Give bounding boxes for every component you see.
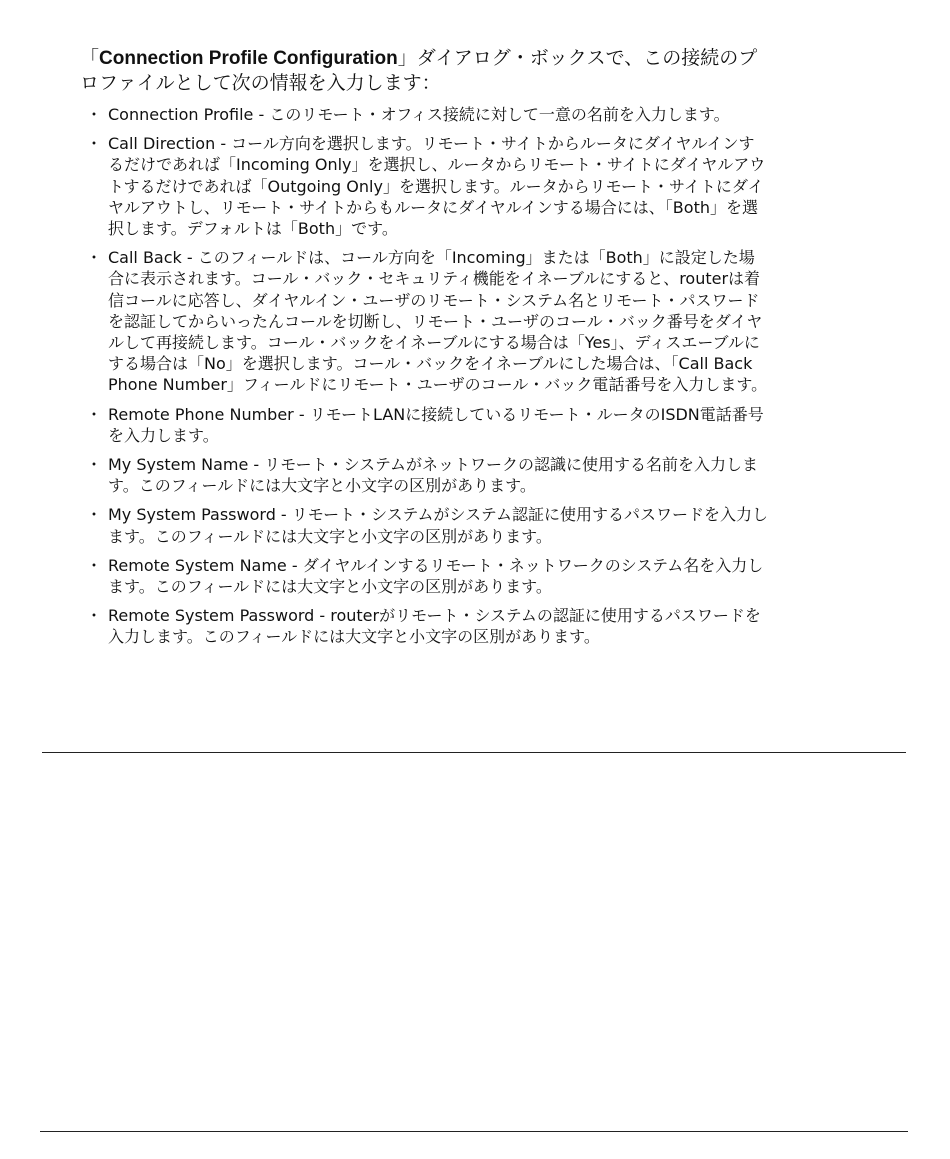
list-item-call-direction xyxy=(80,133,770,239)
list-item-text: Remote System Name - ダイヤルインするリモート・ネットワークのシステム名を入力します。このフィールドには大文字と小文字の区別があります。 xyxy=(108,555,764,597)
bullet: ・ xyxy=(86,606,103,626)
intro-text: 」ダイアログ・ボックスで、この接続のプロファイルとして次の情報を入力します： xyxy=(80,47,758,94)
intro-open-bracket: 「 xyxy=(80,47,100,69)
list-item-call-back xyxy=(80,247,770,395)
list-item-text: Call Back - このフィールドは、コール方向を「Incoming」または「Both」に設定した場合に表示されます。コール・バック・セキュリティ機能をイネーブルにすると、routerは着信コールに応答し、ダイヤルイン・ユーザのリモート・システム名とリモート・パスワードを認証してからいったんコールを切断し、リモート・ユーザのコール・バック番号をダイヤルして再接続します。コール・バックをイネーブルにする場合は「Yes」、ディスエーブルにする場合は「No」を選択します。コール・バックをイネーブルにした場合は、「Call Back Phone Number」フィールドにリモート・ユーザのコール・バック電話番号を入力します。 xyxy=(108,248,768,395)
list-item-my-system-password xyxy=(80,504,770,546)
divider-top xyxy=(42,752,906,753)
list-item-text: My System Name - リモート・システムがネットワークの認識に使用する名前を入力します。このフィールドには大文字と小文字の区別があります。 xyxy=(108,455,759,496)
list-item-remote-system-name xyxy=(80,555,770,597)
bullet: ・ xyxy=(86,455,103,475)
list-item-remote-system-password xyxy=(80,605,770,647)
bullet: ・ xyxy=(86,555,103,575)
list-item-text: Remote Phone Number - リモートLANに接続しているリモート・ルータのISDN電話番号を入力します。 xyxy=(108,404,764,445)
list-item-my-system-name xyxy=(80,454,770,496)
list-item-text: My System Password - リモート・システムがシステム認証に使用するパスワードを入力します。このフィールドには大文字と小文字の区別があります。 xyxy=(108,505,768,546)
bullet: ・ xyxy=(86,248,103,268)
intro-paragraph xyxy=(80,46,760,96)
list-item-text: Call Direction - コール方向を選択します。リモート・サイトからルータにダイヤルインするだけであれば「Incoming Only」を選択し、ルータからリモート・サイトにダイヤルアウトするだけであれば「Outgoing Only」を選択します。ルータからリモート・サイトにダイヤルアウトし、リモート・サイトからもルータにダイヤルインする場合には、「Both」を選択します。デフォルトは「Both」です。 xyxy=(108,134,766,239)
list-item-text: Remote System Password - routerがリモート・システムの認証に使用するパスワードを入力します。このフィールドには大文字と小文字の区別があります。 xyxy=(108,606,761,647)
field-list xyxy=(80,104,770,656)
dialog-name: Connection Profile Configuration xyxy=(99,48,398,69)
bullet: ・ xyxy=(86,134,103,154)
bullet: ・ xyxy=(86,105,103,124)
list-item-text: Connection Profile - このリモート・オフィス接続に対して一意の名前を入力します。 xyxy=(108,105,730,124)
bullet: ・ xyxy=(86,404,103,424)
bullet: ・ xyxy=(86,505,103,525)
divider-bottom xyxy=(40,1131,908,1132)
list-item-connection-profile xyxy=(80,104,770,125)
list-item-remote-phone-number xyxy=(80,404,770,446)
